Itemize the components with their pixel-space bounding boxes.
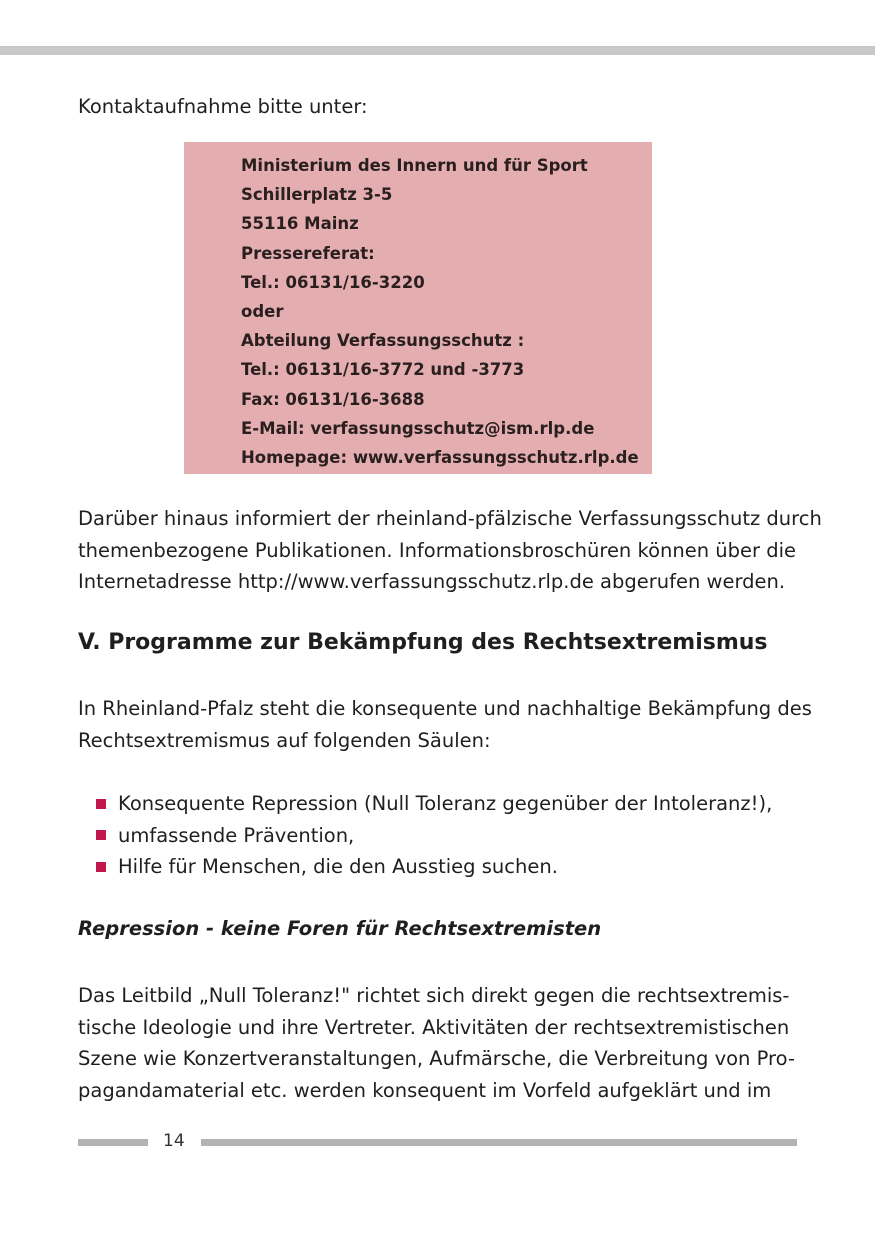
list-item [96, 820, 772, 852]
paragraph-line: Das Leitbild „Null Toleranz!" richtet sich direkt gegen die rechtsextremis- [78, 984, 790, 1007]
list-item-text: Hilfe für Menschen, die den Ausstieg suchen. [118, 855, 558, 878]
contact-line: oder [241, 302, 284, 322]
bullet-list [96, 788, 772, 883]
intro-text: Kontaktaufnahme bitte unter: [78, 95, 368, 118]
contact-line: Tel.: 06131/16-3220 [241, 272, 425, 292]
contact-line: Tel.: 06131/16-3772 und -3773 [241, 360, 525, 380]
contact-line: Ministerium des Innern und für Sport [241, 156, 588, 175]
square-bullet-icon [96, 799, 106, 809]
contact-line: Schillerplatz 3-5 [241, 185, 393, 205]
paragraph-line: Internetadresse http://www.verfassungsschutz.rlp.de abgerufen werden. [78, 570, 786, 593]
contact-line: Pressereferat: [241, 243, 375, 263]
contact-box [184, 142, 652, 474]
square-bullet-icon [96, 862, 106, 872]
paragraph-line: Szene wie Konzertveranstaltungen, Aufmärsche, die Verbreitung von Pro- [78, 1047, 795, 1070]
contact-line: Fax: 06131/16-3688 [241, 389, 425, 409]
list-item [96, 788, 772, 820]
paragraph-line: tische Ideologie und ihre Vertreter. Aktivitäten der rechtsextremistischen [78, 1015, 790, 1039]
paragraph-pillars [78, 693, 812, 756]
list-item-text: Konsequente Repression (Null Toleranz gegenüber der Intoleranz!), [118, 792, 773, 815]
paragraph-repression [78, 980, 798, 1106]
paragraph-line: Rechtsextremismus auf folgenden Säulen: [78, 728, 491, 752]
top-rule [0, 46, 875, 55]
paragraph-publications [78, 503, 822, 598]
list-item [96, 851, 772, 883]
square-bullet-icon [96, 830, 106, 840]
footer-rule-right [201, 1139, 797, 1146]
paragraph-line: In Rheinland-Pfalz steht die konsequente und nachhaltige Bekämpfung des [78, 697, 812, 720]
list-item-text: umfassende Prävention, [118, 823, 355, 847]
footer-rule-left [78, 1139, 148, 1146]
paragraph-line: Darüber hinaus informiert der rheinland-pfälzische Verfassungsschutz durch [78, 507, 822, 530]
contact-homepage: Homepage: www.verfassungsschutz.rlp.de [241, 448, 639, 468]
paragraph-line: pagandamaterial etc. werden konsequent im Vorfeld aufgeklärt und im [78, 1078, 772, 1102]
section-heading: V. Programme zur Bekämpfung des Rechtsextremismus [78, 630, 768, 655]
subsection-heading: Repression - keine Foren für Rechtsextremisten [78, 917, 602, 940]
contact-line: 55116 Mainz [241, 214, 359, 234]
page-number: 14 [163, 1131, 185, 1151]
contact-email: E-Mail: verfassungsschutz@ism.rlp.de [241, 418, 595, 438]
contact-line: Abteilung Verfassungsschutz : [241, 331, 525, 351]
paragraph-line: themenbezogene Publikationen. Informationsbroschüren können über die [78, 538, 797, 562]
